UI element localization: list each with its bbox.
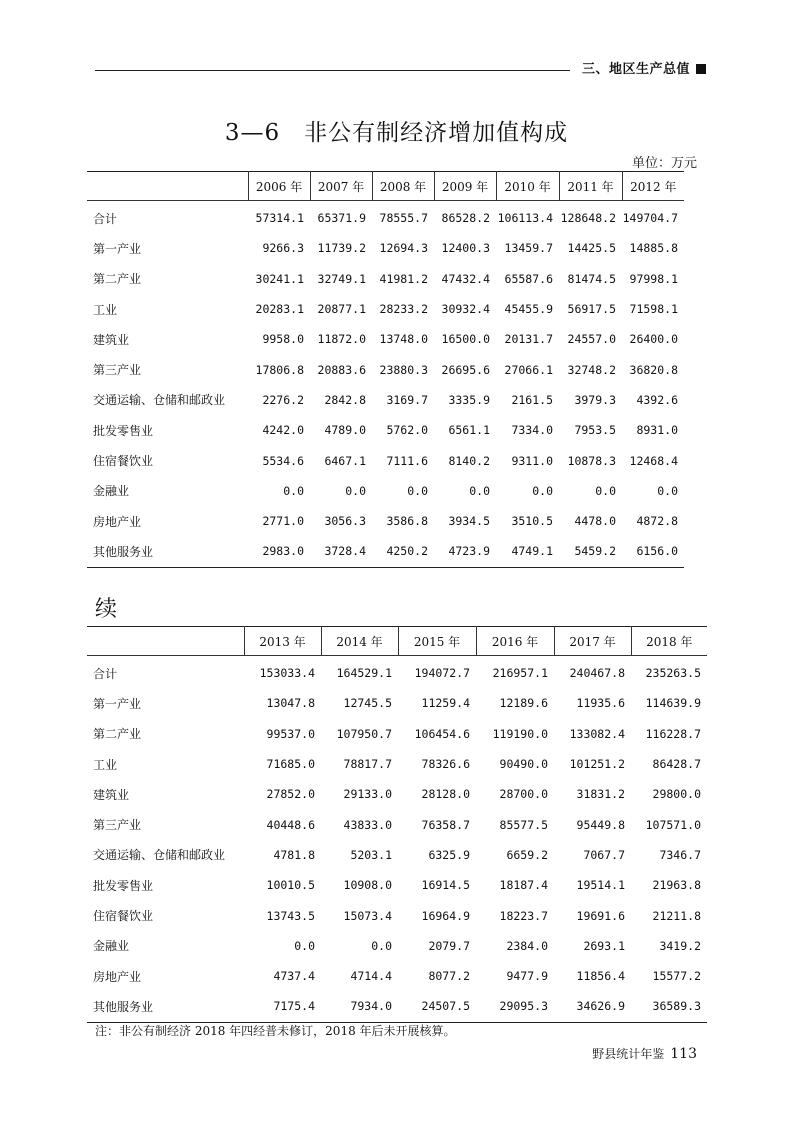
value-cell: 5762.0 (386, 423, 428, 438)
value-cell: 3335.9 (448, 392, 490, 407)
table-row (87, 688, 707, 718)
value-cell: 10878.3 (567, 453, 616, 468)
value-cell: 4392.6 (636, 392, 678, 407)
value-cell: 128648.2 (560, 211, 616, 226)
column-header: 2016 年 (476, 627, 554, 656)
table-row (87, 536, 684, 567)
table-row (87, 415, 684, 445)
value-cell: 71685.0 (266, 757, 315, 772)
table-row (87, 656, 707, 689)
value-cell: 9477.9 (506, 969, 548, 984)
value-cell: 235263.5 (645, 666, 701, 681)
value-cell: 7175.4 (273, 999, 315, 1014)
value-cell: 8077.2 (428, 969, 470, 984)
value-cell: 27066.1 (504, 362, 553, 377)
value-cell: 85577.5 (499, 817, 548, 832)
value-cell: 19691.6 (576, 908, 625, 923)
row-label: 第三产业 (93, 818, 142, 833)
value-cell: 3934.5 (448, 514, 490, 529)
page-number: 113 (670, 1046, 697, 1062)
value-cell: 99537.0 (266, 726, 315, 741)
value-cell: 4478.0 (574, 514, 616, 529)
value-cell: 86528.2 (441, 211, 490, 226)
section-label (582, 58, 706, 77)
value-cell: 29095.3 (499, 999, 548, 1014)
row-label: 金融业 (93, 939, 130, 954)
value-cell: 4250.2 (386, 544, 428, 559)
value-cell: 2842.8 (324, 392, 366, 407)
value-cell: 26400.0 (629, 332, 678, 347)
value-cell: 8140.2 (448, 453, 490, 468)
column-header: 2006 年 (248, 172, 310, 201)
value-cell: 5203.1 (350, 847, 392, 862)
row-label: 其他服务业 (93, 999, 154, 1014)
value-cell: 7334.0 (511, 423, 553, 438)
value-cell: 16914.5 (421, 878, 470, 893)
value-cell: 3419.2 (659, 938, 701, 953)
value-cell: 97998.1 (629, 271, 678, 286)
row-label: 第三产业 (93, 363, 142, 378)
row-label: 住宿餐饮业 (93, 909, 154, 924)
value-cell: 31831.2 (576, 787, 625, 802)
header-corner-cell (87, 172, 248, 201)
value-cell: 7111.6 (386, 453, 428, 468)
value-cell: 3510.5 (511, 514, 553, 529)
value-cell: 4723.9 (448, 544, 490, 559)
table-row (87, 354, 684, 384)
value-cell: 16964.9 (421, 908, 470, 923)
continued-label: 续 (95, 597, 118, 622)
value-cell: 95449.8 (576, 817, 625, 832)
table-row (87, 779, 707, 809)
table-row (87, 324, 684, 354)
row-label: 房地产业 (93, 969, 142, 984)
value-cell: 13047.8 (266, 696, 315, 711)
table-row (87, 840, 707, 870)
value-cell: 65371.9 (317, 211, 366, 226)
value-cell: 21211.8 (652, 908, 701, 923)
row-label: 第一产业 (93, 696, 142, 711)
value-cell: 47432.4 (441, 271, 490, 286)
column-header: 2009 年 (434, 172, 496, 201)
value-cell: 40448.6 (266, 817, 315, 832)
table-row (87, 445, 684, 475)
section-label-text: 三、地区生产总值 (582, 62, 691, 77)
value-cell: 90490.0 (499, 757, 548, 772)
value-cell: 3586.8 (386, 514, 428, 529)
column-header: 2011 年 (559, 172, 622, 201)
column-header: 2013 年 (244, 627, 321, 656)
value-cell: 36820.8 (629, 362, 678, 377)
table-row (87, 900, 707, 930)
value-cell: 5534.6 (262, 453, 304, 468)
value-cell: 11259.4 (421, 696, 470, 711)
value-cell: 2771.0 (262, 514, 304, 529)
value-cell: 14425.5 (567, 241, 616, 256)
value-cell: 30932.4 (441, 302, 490, 317)
value-cell: 20877.1 (317, 302, 366, 317)
value-cell: 7067.7 (583, 847, 625, 862)
page-title: 3—6 非公有制经济增加值构成 (224, 120, 569, 146)
column-header: 2017 年 (554, 627, 631, 656)
value-cell: 11872.0 (317, 332, 366, 347)
value-cell: 0.0 (345, 483, 366, 498)
value-cell: 6561.1 (448, 423, 490, 438)
value-cell: 78326.6 (421, 757, 470, 772)
value-cell: 0.0 (294, 938, 315, 953)
table-row (87, 809, 707, 839)
unit-label: 单位：万元 (631, 156, 697, 171)
value-cell: 2693.1 (583, 938, 625, 953)
value-cell: 8931.0 (636, 423, 678, 438)
value-cell: 3728.4 (324, 544, 366, 559)
value-cell: 0.0 (469, 483, 490, 498)
row-label: 金融业 (93, 484, 130, 499)
value-cell: 0.0 (657, 483, 678, 498)
value-cell: 78817.7 (343, 757, 392, 772)
value-cell: 133082.4 (569, 726, 625, 741)
row-label: 批发零售业 (93, 423, 154, 438)
value-cell: 15073.4 (343, 908, 392, 923)
value-cell: 30241.1 (255, 271, 304, 286)
value-cell: 21963.8 (652, 878, 701, 893)
value-cell: 153033.4 (259, 666, 315, 681)
value-cell: 12400.3 (441, 241, 490, 256)
value-cell: 16500.0 (441, 332, 490, 347)
table-row (87, 719, 707, 749)
value-cell: 56917.5 (567, 302, 616, 317)
page-footer (592, 1045, 697, 1062)
row-label: 第二产业 (93, 727, 142, 742)
value-cell: 0.0 (532, 483, 553, 498)
table-row (87, 870, 707, 900)
header-rule (95, 70, 570, 71)
value-cell: 28700.0 (499, 787, 548, 802)
column-header: 2018 年 (631, 627, 707, 656)
value-cell: 20131.7 (504, 332, 553, 347)
column-header: 2014 年 (321, 627, 398, 656)
row-label: 第一产业 (93, 241, 142, 256)
column-header: 2012 年 (622, 172, 684, 201)
value-cell: 12694.3 (379, 241, 428, 256)
value-cell: 194072.7 (414, 666, 470, 681)
value-cell: 81474.5 (567, 271, 616, 286)
value-cell: 4242.0 (262, 423, 304, 438)
value-cell: 23880.3 (379, 362, 428, 377)
value-cell: 3979.3 (574, 392, 616, 407)
table-row (87, 749, 707, 779)
value-cell: 6659.2 (506, 847, 548, 862)
value-cell: 0.0 (407, 483, 428, 498)
value-cell: 11739.2 (317, 241, 366, 256)
value-cell: 24557.0 (567, 332, 616, 347)
value-cell: 32748.2 (567, 362, 616, 377)
value-cell: 13459.7 (504, 241, 553, 256)
row-label: 工业 (93, 757, 118, 772)
row-label: 合计 (93, 211, 118, 226)
value-cell: 2161.5 (511, 392, 553, 407)
value-cell: 12745.5 (343, 696, 392, 711)
value-cell: 14885.8 (629, 241, 678, 256)
row-label: 第二产业 (93, 272, 142, 287)
value-cell: 28233.2 (379, 302, 428, 317)
value-cell: 216957.1 (492, 666, 548, 681)
value-cell: 10908.0 (343, 878, 392, 893)
value-cell: 149704.7 (622, 211, 678, 226)
table-row (87, 233, 684, 263)
value-cell: 18187.4 (499, 878, 548, 893)
value-cell: 86428.7 (652, 757, 701, 772)
value-cell: 3056.3 (324, 514, 366, 529)
value-cell: 65587.6 (504, 271, 553, 286)
value-cell: 15577.2 (652, 969, 701, 984)
column-header: 2008 年 (372, 172, 434, 201)
value-cell: 240467.8 (569, 666, 625, 681)
value-cell: 24507.5 (421, 999, 470, 1014)
value-cell: 10010.5 (266, 878, 315, 893)
value-cell: 3169.7 (386, 392, 428, 407)
value-cell: 6467.1 (324, 453, 366, 468)
value-cell: 106113.4 (497, 211, 553, 226)
value-cell: 41981.2 (379, 271, 428, 286)
row-label: 房地产业 (93, 514, 142, 529)
value-cell: 29800.0 (652, 787, 701, 802)
value-cell: 2384.0 (506, 938, 548, 953)
value-cell: 28128.0 (421, 787, 470, 802)
row-label: 批发零售业 (93, 878, 154, 893)
value-cell: 20883.6 (317, 362, 366, 377)
value-cell: 13743.5 (266, 908, 315, 923)
value-cell: 4781.8 (273, 847, 315, 862)
column-header: 2007 年 (310, 172, 372, 201)
value-cell: 106454.6 (414, 726, 470, 741)
value-cell: 7934.0 (350, 999, 392, 1014)
book-title: 野县统计年鉴 (592, 1047, 665, 1061)
value-cell: 19514.1 (576, 878, 625, 893)
value-cell: 4789.0 (324, 423, 366, 438)
value-cell: 32749.1 (317, 271, 366, 286)
column-header: 2010 年 (496, 172, 559, 201)
table-row (87, 201, 684, 234)
value-cell: 29133.0 (343, 787, 392, 802)
value-cell: 114639.9 (645, 696, 701, 711)
value-cell: 5459.2 (574, 544, 616, 559)
value-cell: 6325.9 (428, 847, 470, 862)
black-square-icon (696, 64, 706, 74)
table-row (87, 476, 684, 506)
value-cell: 11935.6 (576, 696, 625, 711)
row-label: 交通运输、仓储和邮政业 (93, 393, 226, 408)
value-cell: 57314.1 (255, 211, 304, 226)
column-header: 2015 年 (398, 627, 476, 656)
value-cell: 11856.4 (576, 969, 625, 984)
value-cell: 119190.0 (492, 726, 548, 741)
value-cell: 26695.6 (441, 362, 490, 377)
value-cell: 27852.0 (266, 787, 315, 802)
value-cell: 45455.9 (504, 302, 553, 317)
value-cell: 71598.1 (629, 302, 678, 317)
value-cell: 4749.1 (511, 544, 553, 559)
row-label: 工业 (93, 302, 118, 317)
value-cell: 4714.4 (350, 969, 392, 984)
value-cell: 7953.5 (574, 423, 616, 438)
value-cell: 2983.0 (262, 544, 304, 559)
value-cell: 78555.7 (379, 211, 428, 226)
value-cell: 13748.0 (379, 332, 428, 347)
value-cell: 18223.7 (499, 908, 548, 923)
value-cell: 9266.3 (262, 241, 304, 256)
row-label: 建筑业 (93, 332, 130, 347)
value-cell: 12189.6 (499, 696, 548, 711)
row-label: 其他服务业 (93, 544, 154, 559)
data-table-2013-2018 (87, 626, 707, 1023)
value-cell: 7346.7 (659, 847, 701, 862)
value-cell: 4737.4 (273, 969, 315, 984)
table-row (87, 385, 684, 415)
value-cell: 2079.7 (428, 938, 470, 953)
value-cell: 107950.7 (336, 726, 392, 741)
value-cell: 12468.4 (629, 453, 678, 468)
header-corner-cell (87, 627, 244, 656)
value-cell: 164529.1 (336, 666, 392, 681)
value-cell: 4872.8 (636, 514, 678, 529)
value-cell: 20283.1 (255, 302, 304, 317)
value-cell: 9311.0 (511, 453, 553, 468)
value-cell: 101251.2 (569, 757, 625, 772)
table-header-row (87, 627, 707, 656)
value-cell: 2276.2 (262, 392, 304, 407)
value-cell: 0.0 (283, 483, 304, 498)
table-row (87, 991, 707, 1022)
table-row (87, 264, 684, 294)
table-header-row (87, 172, 684, 201)
value-cell: 43833.0 (343, 817, 392, 832)
value-cell: 9958.0 (262, 332, 304, 347)
table-row (87, 506, 684, 536)
table-row (87, 931, 707, 961)
value-cell: 6156.0 (636, 544, 678, 559)
row-label: 住宿餐饮业 (93, 454, 154, 469)
row-label: 建筑业 (93, 787, 130, 802)
table-row (87, 294, 684, 324)
value-cell: 34626.9 (576, 999, 625, 1014)
row-label: 合计 (93, 666, 118, 681)
value-cell: 0.0 (371, 938, 392, 953)
value-cell: 36589.3 (652, 999, 701, 1014)
value-cell: 107571.0 (645, 817, 701, 832)
data-table-2006-2012 (87, 171, 684, 568)
table-row (87, 961, 707, 991)
value-cell: 0.0 (595, 483, 616, 498)
value-cell: 17806.8 (255, 362, 304, 377)
value-cell: 116228.7 (645, 726, 701, 741)
footnote: 注：非公有制经济 2018 年四经普未修订，2018 年后未开展核算。 (95, 1024, 456, 1038)
value-cell: 76358.7 (421, 817, 470, 832)
row-label: 交通运输、仓储和邮政业 (93, 848, 226, 863)
